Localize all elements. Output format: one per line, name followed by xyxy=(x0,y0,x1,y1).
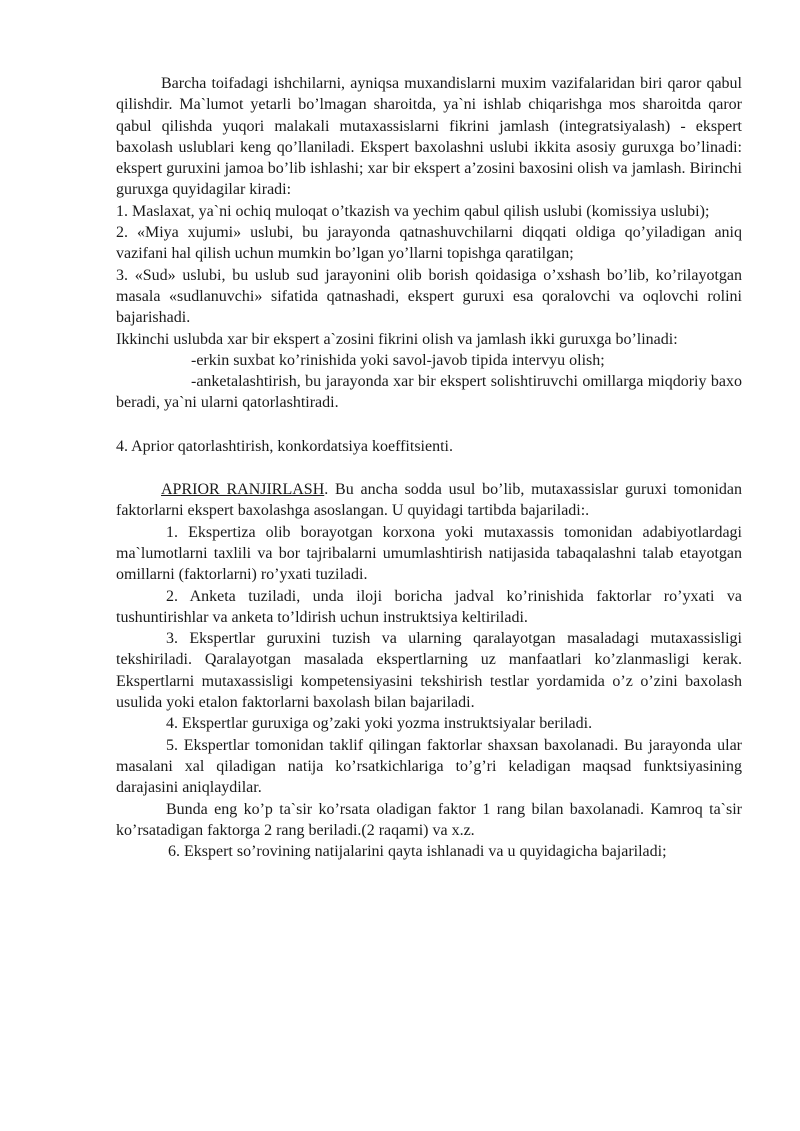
spacer xyxy=(116,457,742,479)
dash-item-2: -anketalashtirish, bu jarayonda xar bir ekspert solishtiruvchi omillarga miqdoriy baxo beradi, ya`ni ularni qatorlashtiradi. xyxy=(116,373,742,412)
step-6: 6. Ekspert so’rovining natijalarini qayta ishlanadi va u quyidagicha bajariladi; xyxy=(168,843,667,861)
intro-paragraph: Barcha toifadagi ishchilarni, ayniqsa muxandislarni muxim vazifalaridan biri qaror qabul qilishdir. Ma`lumot yetarli bo’lmagan sharoitda, ya`ni ishlab chiqarishga mos sharoitda qaror qabul qilishda yuqori malakali mutaxassislarni fikrini jamlash (integratsiyalash) - ekspert baxolash uslublari keng qo’llaniladi. Ekspert baxolashni uslubi ikkita asosiy guruxga bo’linadi: ekspert guruxini jamoa bo’lib ishlashi; xar bir ekspert a’zosini baxosini olish va jamlash. Birinchi guruxga quyidagilar kiradi: xyxy=(116,75,742,199)
step-4: 4. Ekspertlar guruxiga og’zaki yoki yozma instruktsiyalar beriladi. xyxy=(166,715,593,733)
list-item-1: 1. Maslaxat, ya`ni ochiq muloqat o’tkazish va yechim qabul qilish uslubi (komissiya uslubi); xyxy=(116,202,710,220)
second-method-paragraph: Ikkinchi uslubda xar bir ekspert a`zosini fikrini olish va jamlash ikki guruxga bo’linadi: xyxy=(116,330,678,348)
spacer xyxy=(116,414,742,436)
list-item-2: 2. «Miya xujumi» uslubi, bu jarayonda qatnashuvchilarni diqqati oldiga qo’yiladigan aniq vazifani hal qilish uchun mumkin bo’lgan yo’llarni topishga qaratilgan; xyxy=(116,224,742,263)
list-item-3: 3. «Sud» uslubi, bu uslub sud jarayonini olib borish qoidasiga o’xshash bo’lib, ko’rilayotgan masala «sudlanuvchi» sifatida qatnashadi, ekspert guruxi esa qoralovchi va oqlovchi rolini bajarishadi. xyxy=(116,266,742,327)
step-1: 1. Ekspertiza olib borayotgan korxona yoki mutaxassis tomonidan adabiyotlardagi ma`lumotlarni taxlili va bor tajribalarni umumlashtirish natijasida tabaqalashni talab etayotgan omillarni (faktorlarni) ro’yxati tuziladi. xyxy=(116,523,742,584)
step-3: 3. Ekspertlar guruxini tuzish va ularning qaralayotgan masaladagi mutaxassisligi tekshiriladi. Qaralayotgan masalada ekspertlarning uz manfaatlari ko’zlanmasligi kerak. Ekspertlarni mutaxassisligi kompetensiyasini tekshirish testlar yordamida o’z o’zini baxolash usulida yoki etalon faktorlarni baxolash bilan bajariladi. xyxy=(116,630,742,712)
aprior-text: . Bu ancha sodda usul bo’lib, mutaxassislar guruxi tomonidan faktorlarni ekspert baxolashga asoslangan. U quyidagi tartibda bajariladi:. xyxy=(116,481,742,520)
document-page xyxy=(116,73,742,862)
step-5: 5. Ekspertlar tomonidan taklif qilingan faktorlar shaxsan baxolanadi. Bu jarayonda ular masalani xal qiladigan natija ko’rsatkichlariga to’g’ri keladigan maqsad funktsiyasining darajasini aniqlaydilar. xyxy=(116,736,742,797)
step-2: 2. Anketa tuziladi, unda iloji boricha jadval ko’rinishida faktorlar ro’yxati va tushuntirishlar va anketa to’ldirish uchun instruktsiya keltiriladi. xyxy=(116,587,742,626)
aprior-paragraph xyxy=(116,479,742,522)
step-5-note: Bunda eng ko’p ta`sir ko’rsata oladigan faktor 1 rang bilan baxolanadi. Kamroq ta`sir ko’rsatadigan faktorga 2 rang beriladi.(2 raqami) va x.z. xyxy=(116,800,742,839)
section-heading: 4. Aprior qatorlashtirish, konkordatsiya koeffitsienti. xyxy=(116,437,453,455)
aprior-term: APRIOR RANJIRLASH xyxy=(161,481,325,499)
dash-item-1: -erkin suxbat ko’rinishida yoki savol-javob tipida intervyu olish; xyxy=(191,351,605,369)
